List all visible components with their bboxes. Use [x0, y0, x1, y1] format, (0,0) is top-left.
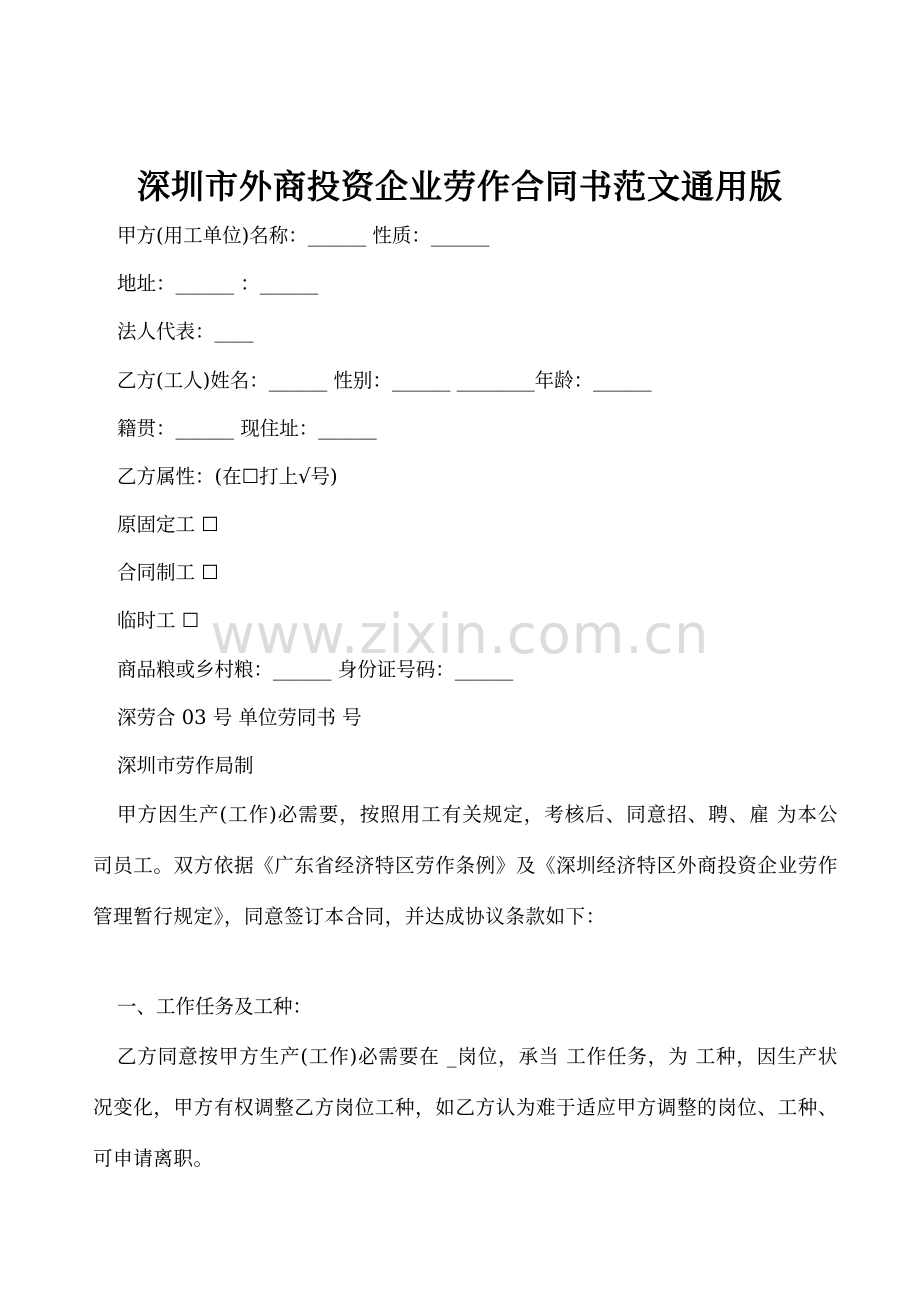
grain-and-id-line: 商品粮或乡村粮：______ 身份证号码：______ [117, 658, 514, 681]
document-title: 深圳市外商投资企业劳作合同书范文通用版 [137, 167, 783, 206]
option-temporary-worker: 临时工 ☐ [117, 609, 200, 632]
legal-representative-line: 法人代表：____ [117, 320, 254, 343]
native-place-line: 籍贯：______ 现住址：______ [117, 417, 377, 440]
party-b-attribute-line: 乙方属性：(在☐打上√号) [117, 465, 338, 488]
watermark: www.zixin.com.cn [210, 603, 710, 666]
section-1-heading: 一、工作任务及工种： [117, 995, 313, 1018]
option-contract-worker: 合同制工 ☐ [117, 561, 219, 584]
party-b-name-line: 乙方(工人)姓名：______ 性别：______ ________年龄：______ [117, 369, 652, 392]
issuer-line: 深圳市劳作局制 [117, 754, 254, 777]
address-line: 地址：______ ：______ [117, 272, 319, 295]
contract-number-line: 深劳合 03 号 单位劳同书 号 [117, 706, 362, 729]
option-permanent-worker: 原固定工 ☐ [117, 513, 219, 536]
preamble-paragraph: 甲方因生产(工作)必需要，按照用工有关规定，考核后、同意招、聘、雇 为本公司员工。双方依据《广东省经济特区劳作条例》及《深圳经济特区外商投资企业劳作管理暂行规定》，同意签订本合同，并达成协议条款如下： [93, 803, 838, 928]
section-1-paragraph: 乙方同意按甲方生产(工作)必需要在 _岗位，承当 工作任务，为 工种，因生产状况变化，甲方有权调整乙方岗位工种，如乙方认为难于适应甲方调整的岗位、工种、可申请离职。 [93, 1045, 838, 1170]
party-a-name-line: 甲方(用工单位)名称：______ 性质：______ [117, 224, 490, 247]
